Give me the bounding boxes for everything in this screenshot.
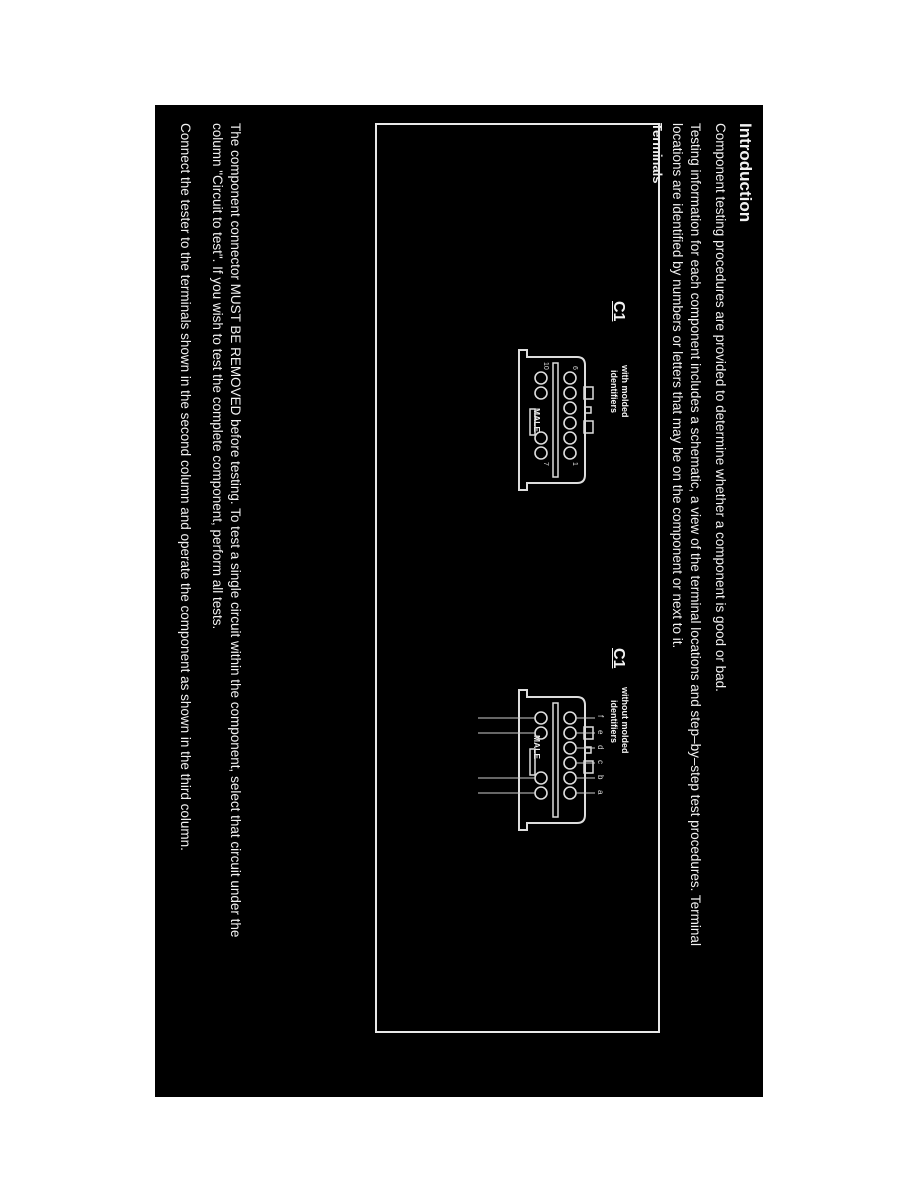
right-pin-letter: c (596, 760, 605, 764)
intro-paragraph-2-line-1: Testing information for each component includes a schematic, a view of the terminal locations and step–by–step test procedures. Terminal (688, 123, 703, 946)
left-pin (535, 432, 547, 444)
right-connector-subtitle-line-1: without molded (620, 687, 630, 754)
intro-heading: Introduction (736, 123, 755, 223)
left-pin (535, 447, 547, 459)
right-pin-letter: a (596, 790, 605, 795)
right-pin (535, 727, 547, 739)
right-connector-subtitle-line-2: identifiers (609, 700, 619, 744)
footer-paragraph-1-line-1: The component connector MUST BE REMOVED before testing. To test a single circuit within the component, select that circuit under the (228, 123, 243, 938)
left-pin (564, 372, 576, 384)
left-connector-title: C1 (610, 301, 627, 322)
left-pin-label: 1 (571, 462, 578, 466)
right-pin-letter: e (596, 730, 605, 735)
left-divider-bar (553, 363, 558, 477)
left-latch-slot (530, 409, 535, 435)
right-pin (564, 742, 576, 754)
footer-paragraph-1-line-2: column "Circuit to test". If you wish to test the complete component, perform all tests. (210, 123, 225, 630)
left-pin (535, 372, 547, 384)
scanned-page (155, 105, 763, 1097)
left-pin-label: 10 (542, 362, 549, 370)
right-pin (564, 727, 576, 739)
intro-paragraph-1: Component testing procedures are provided to determine whether a component is good or bad. (713, 123, 728, 692)
right-pin-letter: b (596, 775, 605, 780)
terminals-box (375, 123, 660, 1033)
right-pin-letter: d (596, 745, 605, 750)
right-pin (564, 772, 576, 784)
left-pin-label: 6 (571, 366, 578, 370)
right-pin-letter: f (596, 715, 605, 718)
left-pin (564, 402, 576, 414)
footer-paragraph-2: Connect the tester to the terminals shown in the second column and operate the component as shown in the third column. (178, 123, 193, 851)
left-pin (564, 417, 576, 429)
left-connector-subtitle-line-1: with molded (620, 365, 630, 418)
left-pin (564, 432, 576, 444)
left-pin (535, 387, 547, 399)
right-divider-bar (553, 703, 558, 817)
rotated-content (155, 105, 763, 1097)
right-connector-gender: MALE (532, 735, 542, 760)
terminals-heading: Terminals (650, 123, 665, 184)
left-connector-gender: MALE (532, 408, 542, 433)
right-pin (564, 787, 576, 799)
right-connector-title: C1 (610, 648, 627, 669)
right-pin (564, 757, 576, 769)
left-pin-label: 7 (542, 462, 549, 466)
left-pin (564, 387, 576, 399)
left-pin (564, 447, 576, 459)
left-connector-diagram (483, 345, 603, 495)
right-latch-slot (530, 749, 535, 775)
right-pin (564, 712, 576, 724)
right-pin (535, 712, 547, 724)
right-connector-diagram (453, 655, 603, 865)
right-pin (535, 772, 547, 784)
intro-paragraph-2-line-2: locations are identified by numbers or letters that may be on the component or next to it. (670, 123, 685, 649)
left-connector-subtitle-line-2: identifiers (609, 370, 619, 414)
right-pin (535, 787, 547, 799)
